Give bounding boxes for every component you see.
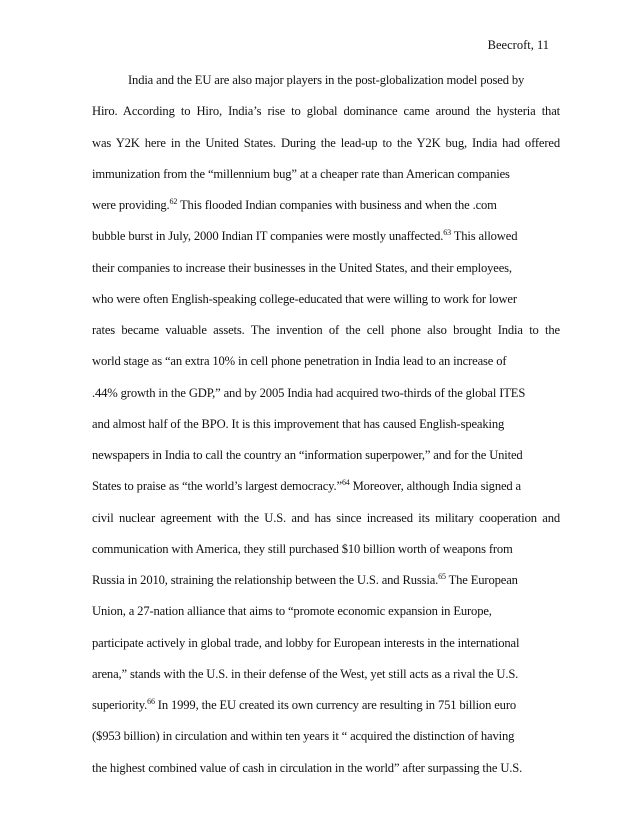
text-line xyxy=(92,445,560,476)
text-line xyxy=(92,508,560,539)
text-line xyxy=(92,101,560,132)
line-text: .44% growth in the GDP,” and by 2005 India had acquired two-thirds of the global ITES xyxy=(92,385,526,400)
line-text-continued: This allowed xyxy=(450,229,518,244)
line-text: was Y2K here in the United States. During the lead-up to the Y2K bug, India had offered xyxy=(92,135,560,150)
text-line xyxy=(92,226,560,257)
line-text: world stage as “an extra 10% in cell phone penetration in India lead to an increase of xyxy=(92,354,507,369)
text-line xyxy=(92,570,560,601)
line-text: participate actively in global trade, and lobby for European interests in the international xyxy=(92,635,520,650)
line-text: the highest combined value of cash in circulation in the world” after surpassing the U.S. xyxy=(92,760,523,775)
text-line xyxy=(92,289,560,320)
line-text-continued: This flooded Indian companies with business and when the .com xyxy=(177,198,497,212)
line-text: rates became valuable assets. The invention of the cell phone also brought India to the xyxy=(92,323,560,337)
line-text-continued: In 1999, the EU created its own currency are resulting in 751 billion euro xyxy=(154,698,517,712)
line-text: and almost half of the BPO. It is this improvement that has caused English-speaking xyxy=(92,416,505,431)
text-line xyxy=(92,633,560,664)
text-line xyxy=(92,476,560,507)
line-text: arena,” stands with the U.S. in their defense of the West, yet still acts as a rival the U.S. xyxy=(92,666,519,681)
line-text: their companies to increase their businesses in the United States, and their employees, xyxy=(92,260,512,275)
text-line xyxy=(92,320,560,351)
footnote-marker: 62 xyxy=(169,196,178,206)
text-line xyxy=(92,351,560,382)
line-text: Hiro. According to Hiro, India’s rise to global dominance came around the hysteria that xyxy=(92,104,560,119)
line-text: Russia in 2010, straining the relationship between the U.S. and Russia. xyxy=(92,573,439,587)
line-text: superiority. xyxy=(92,698,148,712)
line-text: who were often English-speaking college-educated that were willing to work for lower xyxy=(92,291,517,306)
line-text: newspapers in India to call the country an “information superpower,” and for the United xyxy=(92,448,523,462)
text-line xyxy=(92,164,560,195)
text-line xyxy=(92,539,560,570)
line-text: States to praise as “the world’s largest democracy.” xyxy=(92,479,342,494)
text-line xyxy=(92,726,560,757)
line-text-continued: Moreover, although India signed a xyxy=(349,479,522,494)
line-text: India and the EU are also major players in the post-globalization model posed by xyxy=(128,73,525,87)
text-line xyxy=(92,133,560,164)
text-line xyxy=(92,258,560,289)
text-line xyxy=(92,70,560,101)
text-line xyxy=(92,758,560,789)
line-text: ($953 billion) in circulation and within ten years it “ acquired the distinction of having xyxy=(92,729,515,744)
text-line xyxy=(92,383,560,414)
line-text: immunization from the “millennium bug” at a cheaper rate than American companies xyxy=(92,166,510,181)
line-text: communication with America, they still purchased $10 billion worth of weapons from xyxy=(92,541,513,556)
footnote-marker: 64 xyxy=(341,478,350,488)
running-head: Beecroft, 11 xyxy=(487,38,549,52)
text-line xyxy=(92,414,560,445)
text-line xyxy=(92,601,560,632)
text-line xyxy=(92,695,560,726)
footnote-marker: 65 xyxy=(438,571,446,581)
line-text: bubble burst in July, 2000 Indian IT companies were mostly unaffected. xyxy=(92,229,444,244)
footnote-marker: 63 xyxy=(443,228,451,238)
footnote-marker: 66 xyxy=(147,696,155,706)
text-line xyxy=(92,664,560,695)
line-text: civil nuclear agreement with the U.S. and has since increased its military cooperation and xyxy=(92,510,560,525)
body-paragraph xyxy=(92,70,560,789)
line-text: Union, a 27-nation alliance that aims to “promote economic expansion in Europe, xyxy=(92,604,492,619)
text-line xyxy=(92,195,560,226)
line-text: were providing. xyxy=(92,198,170,212)
line-text-continued: The European xyxy=(445,573,518,587)
